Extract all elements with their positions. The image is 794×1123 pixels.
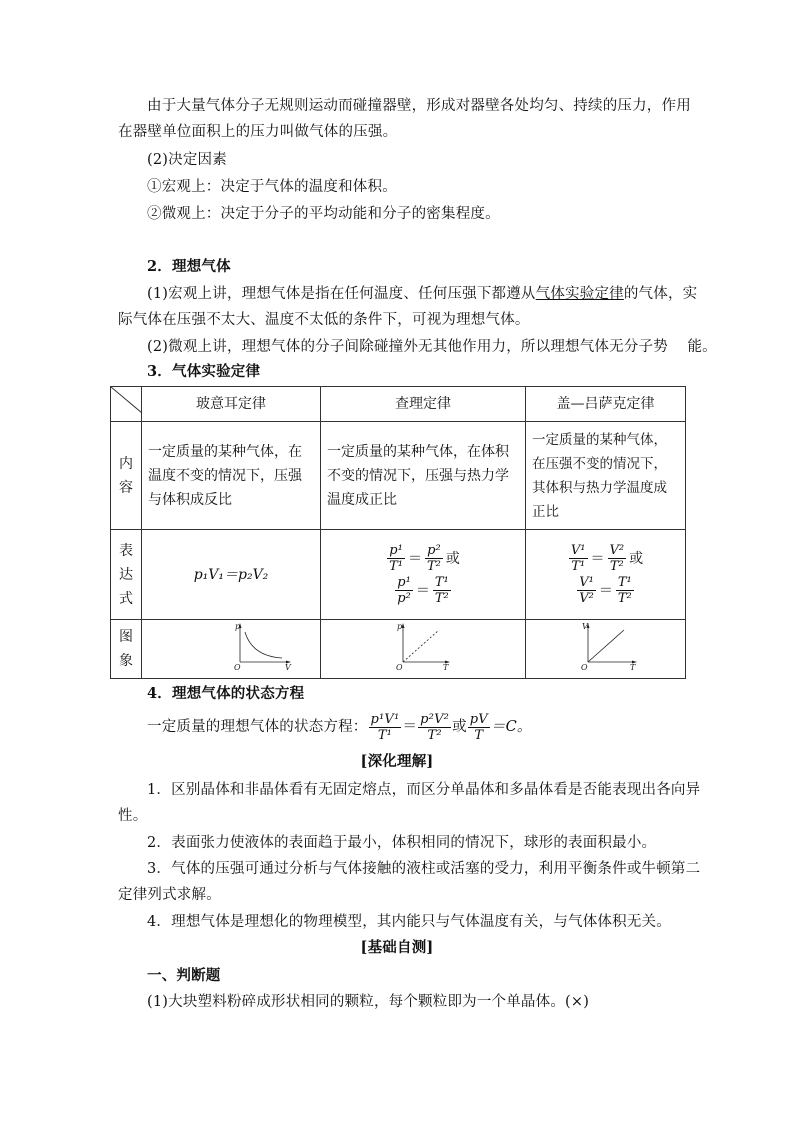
text-span: ＝C。 — [490, 719, 532, 735]
denominator: T² — [434, 591, 449, 606]
y-axis-label: V — [582, 622, 588, 631]
graph-cell — [321, 620, 526, 679]
equals-sign: ＝ — [598, 582, 613, 599]
fraction — [418, 713, 451, 742]
fraction — [468, 713, 490, 742]
section-title: [深化理解] — [360, 753, 434, 770]
denominator: T² — [427, 727, 442, 743]
or-word: 或 — [445, 550, 460, 567]
section-heading: 2．理想气体 — [147, 258, 231, 275]
origin-label: O — [234, 663, 241, 670]
fraction — [608, 544, 627, 573]
numerator: V¹ — [570, 543, 586, 558]
row-label — [111, 620, 142, 679]
corner-cell — [111, 387, 142, 422]
equals-sign: ＝ — [408, 550, 422, 567]
charles-formula — [321, 530, 526, 620]
y-axis-label: p — [235, 622, 241, 631]
list-item: ②微观上：决定于分子的平均动能和分子的密集程度。 — [147, 206, 500, 222]
paragraph-line: 际气体在压强不太大、温度不太低的条件下，可视为理想气体。 — [118, 312, 530, 328]
list-item: ①宏观上：决定于气体的温度和体积。 — [147, 179, 397, 195]
charles-graph — [321, 620, 526, 670]
denominator: T¹ — [389, 559, 403, 574]
paragraph-line: 由于大量气体分子无规则运动而碰撞器壁，形成对器壁各处均匀、持续的压力，作用 — [147, 98, 691, 114]
paragraph-line — [147, 284, 707, 304]
denominator: T — [474, 727, 484, 743]
numerator: p² — [427, 543, 441, 558]
fraction — [433, 576, 451, 605]
boyle-formula: p₁V₁＝p₂V₂ — [142, 530, 321, 620]
gay-lussac-formula — [526, 530, 686, 620]
section-heading: 4．理想气体的状态方程 — [147, 685, 305, 702]
state-equation — [147, 712, 707, 742]
row-label-char: 象 — [119, 653, 133, 669]
row-label-char: 表 — [119, 542, 133, 559]
content-cell: 一定质量的某种气体，在温度不变的情况下，压强与体积成反比 — [142, 422, 321, 530]
denominator: T² — [609, 559, 624, 574]
y-axis-label: p — [397, 622, 403, 631]
numerator: pV — [469, 711, 488, 727]
equals-sign: ＝ — [590, 550, 605, 567]
or-word: 或 — [452, 719, 467, 735]
row-label-char: 容 — [119, 479, 133, 496]
paragraph-line: 3．气体的压强可通过分析与气体接触的液柱或活塞的受力，利用平衡条件或牛顿第二 — [147, 861, 701, 877]
paragraph-line: 2．表面张力使液体的表面趋于最小，体积相同的情况下，球形的表面积最小。 — [147, 835, 657, 851]
fraction — [425, 544, 443, 573]
numerator: V² — [609, 543, 625, 558]
x-axis-label: T — [630, 663, 636, 670]
x-axis-label: T — [443, 663, 449, 670]
text-span: (1)宏观上讲，理想气体是指在任何温度、任何压强下都遵从 — [147, 286, 536, 302]
subheading: (2)决定因素 — [147, 152, 227, 168]
underlined-term: 气体实验定律 — [535, 286, 624, 302]
row-label-char: 图 — [119, 629, 133, 645]
numerator: p²V² — [420, 711, 450, 727]
numerator: T¹ — [434, 575, 449, 590]
denominator: T¹ — [377, 727, 393, 743]
denominator: T² — [617, 591, 632, 606]
numerator: p¹ — [397, 575, 411, 590]
row-label — [111, 530, 142, 620]
content-cell: 一定质量的某种气体，在压强不变的情况下，其体积与热力学温度成正比 — [526, 422, 686, 530]
gas-laws-table — [110, 386, 686, 679]
gay-lussac-graph — [526, 620, 686, 670]
row-label-char: 内 — [119, 455, 133, 472]
paragraph-line: 定律列式求解。 — [118, 887, 221, 903]
fraction — [577, 576, 596, 605]
paragraph-line: 4．理想气体是理想化的物理模型，其内能只与气体温度有关，与气体体积无关。 — [147, 914, 671, 930]
numerator: p¹V¹ — [370, 711, 400, 727]
fraction — [369, 713, 402, 742]
paragraph-line: 性。 — [118, 808, 148, 824]
numerator: T¹ — [617, 575, 632, 590]
row-label — [111, 422, 142, 530]
fraction — [395, 576, 413, 605]
paragraph-line: 1．区别晶体和非晶体看有无固定熔点，而区分单晶体和多晶体看是否能表现出各向异 — [147, 782, 701, 798]
denominator: T² — [427, 559, 441, 574]
text-span: 一定质量的理想气体的状态方程： — [147, 719, 368, 735]
diagonal-line — [111, 387, 142, 413]
origin-label: O — [396, 663, 403, 670]
x-axis-label: V — [285, 663, 291, 670]
section-heading: 3．气体实验定律 — [147, 363, 261, 380]
paragraph-line: (2)微观上讲，理想气体的分子间除碰撞外无其他作用力，所以理想气体无分子势 能。 — [147, 339, 717, 355]
text-span: 的气体，实 — [623, 286, 698, 302]
graph-cell — [142, 620, 321, 679]
denominator: T¹ — [571, 559, 586, 574]
column-header: 查理定律 — [321, 387, 526, 422]
row-label-char: 式 — [119, 590, 133, 607]
equals-sign: ＝ — [402, 719, 418, 735]
fraction — [569, 544, 588, 573]
fraction — [387, 544, 405, 573]
denominator: p² — [397, 591, 411, 606]
equals-sign: ＝ — [415, 582, 430, 599]
or-word: 或 — [629, 550, 644, 567]
column-header: 盖—吕萨克定律 — [526, 387, 686, 422]
question: (1)大块塑料粉碎成形状相同的颗粒，每个颗粒即为一个单晶体。(×) — [147, 994, 590, 1010]
denominator: V² — [579, 591, 594, 606]
boyle-graph — [142, 620, 321, 670]
fraction — [616, 576, 634, 605]
column-header: 玻意耳定律 — [142, 387, 321, 422]
origin-label: O — [581, 663, 588, 670]
graph-cell — [526, 620, 686, 679]
section-title: [基础自测] — [360, 939, 434, 956]
paragraph-line: 在器壁单位面积上的压力叫做气体的压强。 — [118, 124, 398, 140]
row-label-char: 达 — [119, 566, 133, 583]
numerator: V¹ — [579, 575, 594, 590]
numerator: p¹ — [389, 543, 403, 558]
subheading: 一、判断题 — [147, 967, 221, 984]
content-cell: 一定质量的某种气体，在体积不变的情况下，压强与热力学温度成正比 — [321, 422, 526, 530]
